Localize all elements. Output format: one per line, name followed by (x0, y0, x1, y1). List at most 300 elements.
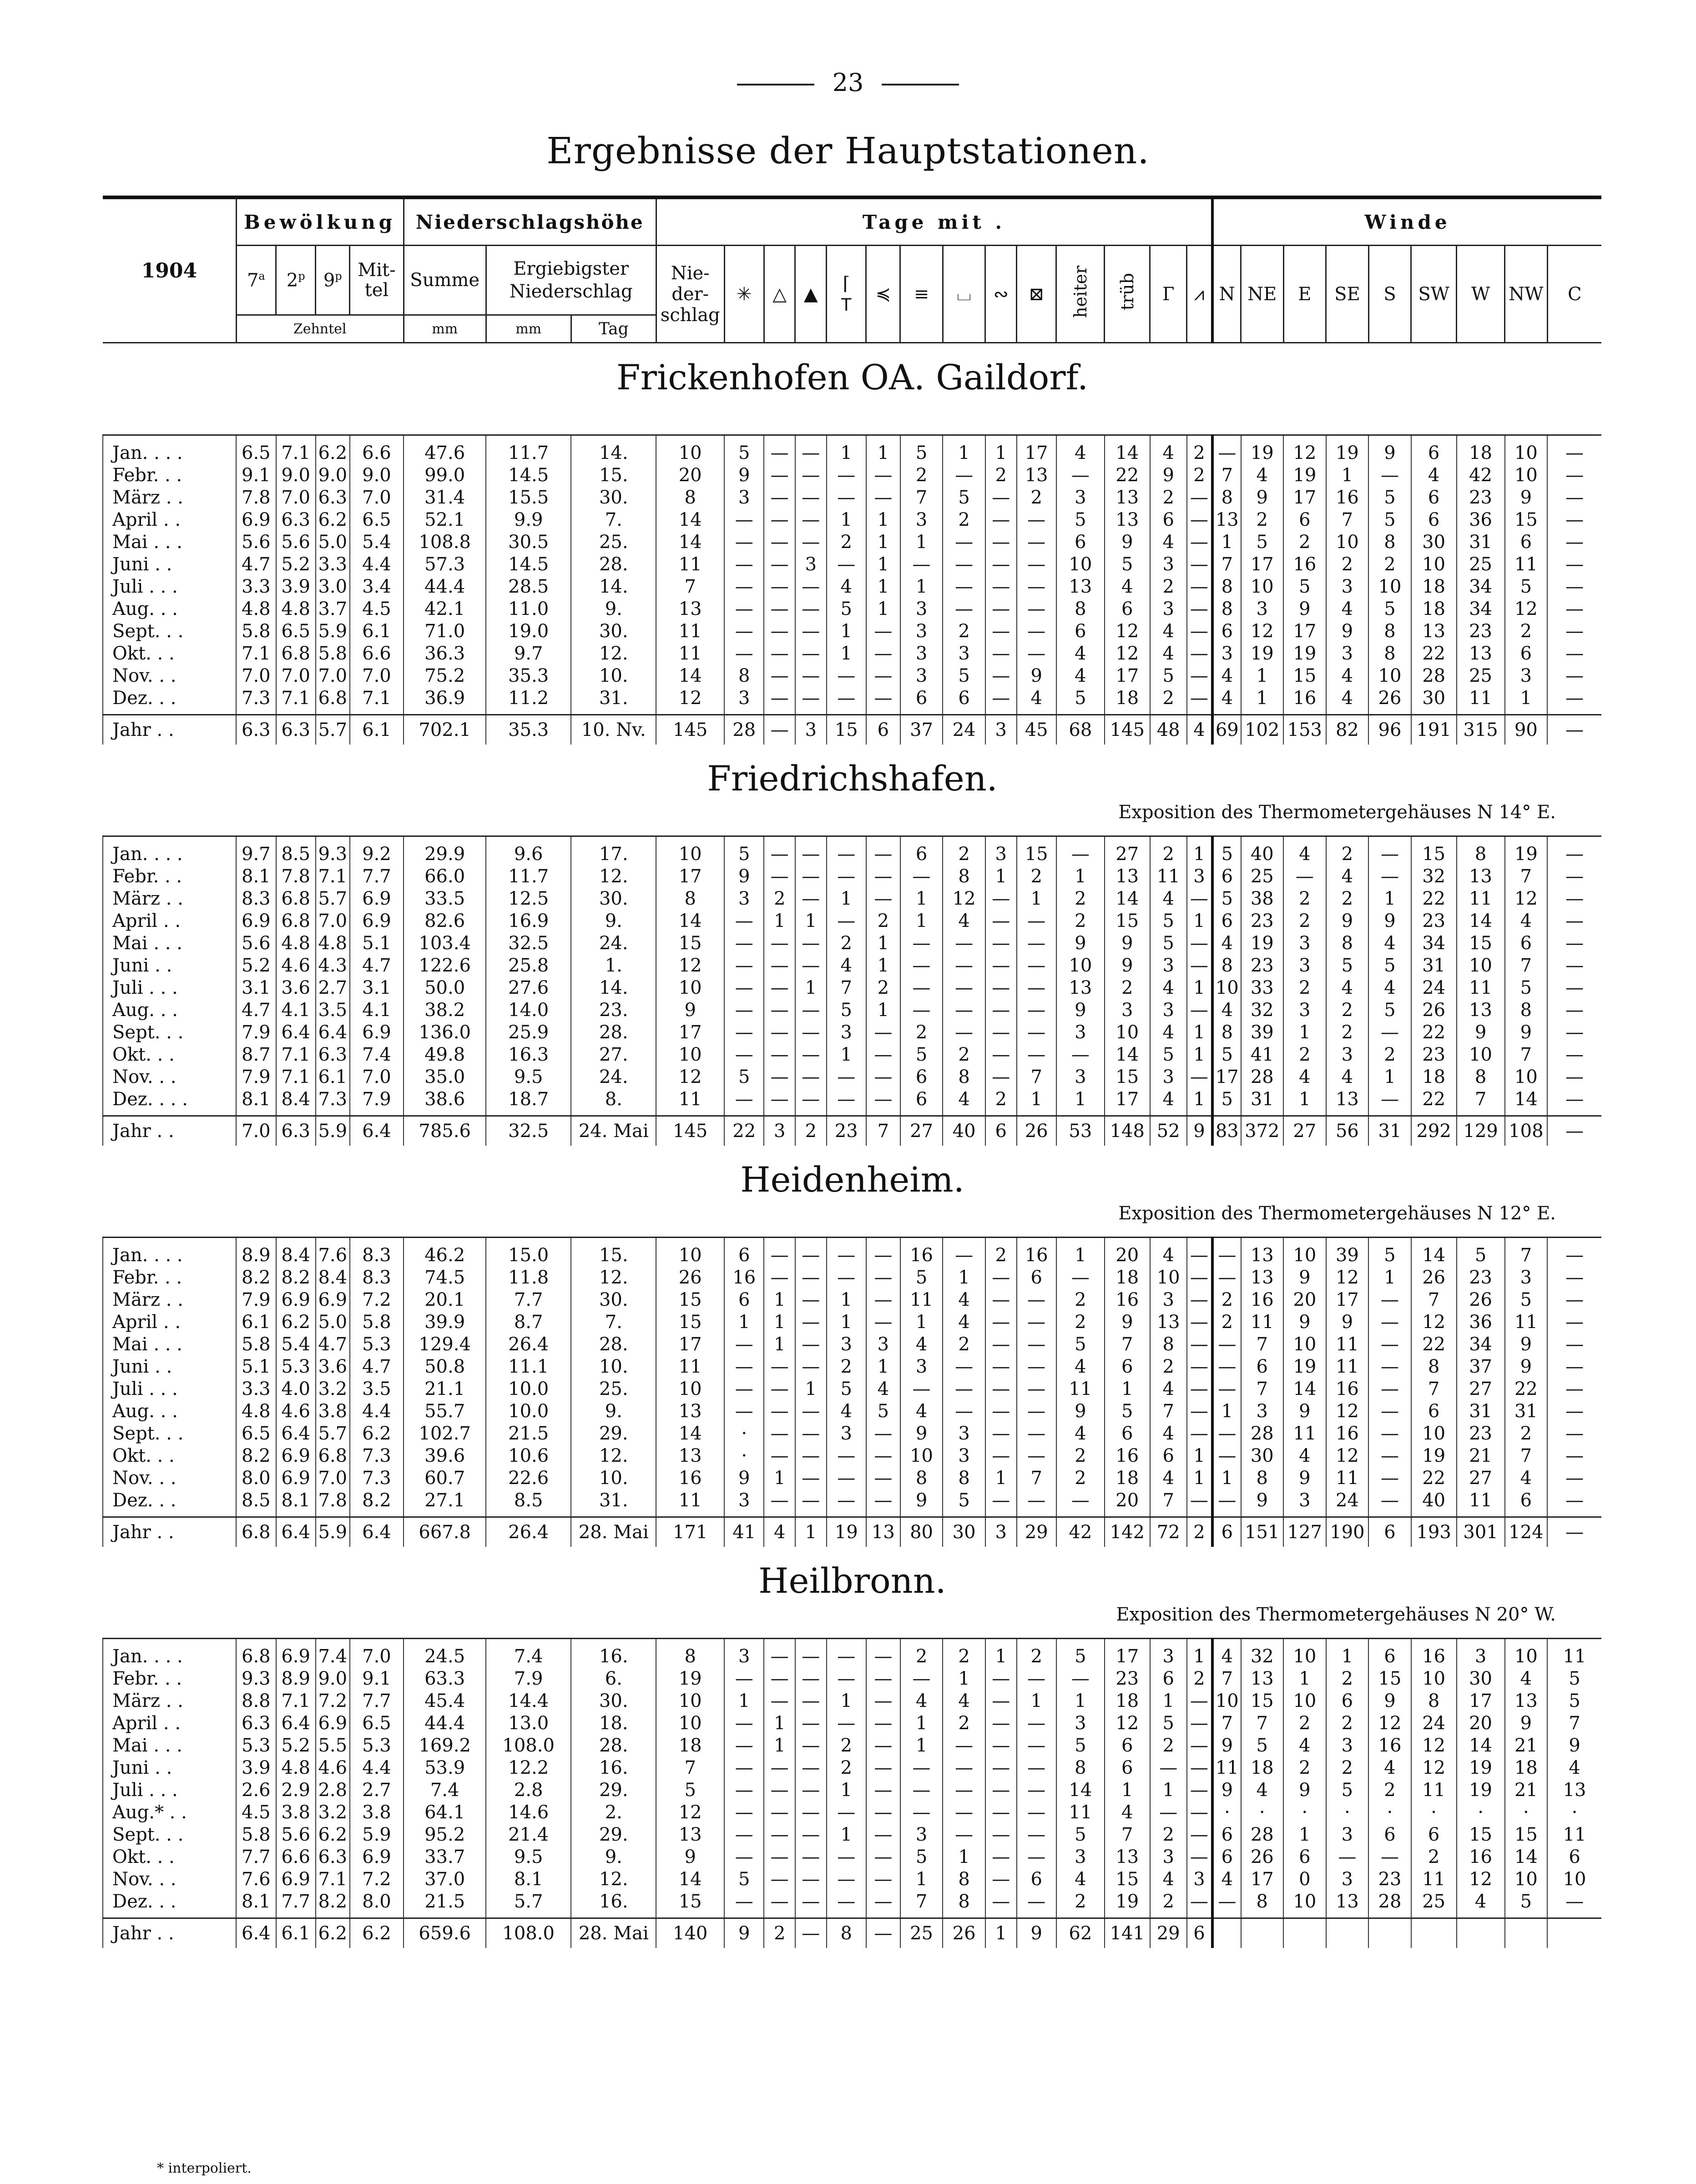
table-cell: 16 (1326, 1423, 1369, 1445)
table-cell: 11 (1411, 1779, 1457, 1802)
table-cell: 9 (724, 1467, 764, 1490)
table-cell: 14 (1283, 1378, 1326, 1400)
table-cell: 8 (1457, 1066, 1505, 1088)
table-cell: · (724, 1423, 764, 1445)
table-cell: 28.5 (486, 576, 571, 598)
table-cell: 8 (1212, 487, 1241, 509)
table-cell: 26.4 (486, 1334, 571, 1356)
table-cell: — (1547, 1445, 1601, 1467)
table-cell: 5 (1547, 1668, 1601, 1690)
table-row (103, 1735, 1601, 1757)
table-cell: 1 (1056, 1238, 1105, 1267)
table-cell: — (1187, 1757, 1212, 1779)
table-cell: 6 (1241, 1356, 1284, 1378)
table-cell: 5 (1241, 531, 1284, 554)
table-cell: — (985, 620, 1017, 643)
table-cell: 10 (1368, 576, 1411, 598)
table-cell: 103.4 (404, 932, 486, 955)
table-cell: 13 (866, 1517, 900, 1547)
table-cell: 2 (1056, 910, 1105, 932)
table-cell: 1 (1283, 1022, 1326, 1044)
table-cell: 14 (656, 531, 724, 554)
table-cell: 4 (1212, 1868, 1241, 1891)
table-cell: 64.1 (404, 1802, 486, 1824)
table-cell: — (943, 1400, 985, 1423)
table-cell: 4 (900, 1400, 943, 1423)
table-cell: — (1187, 1423, 1212, 1445)
table-cell: 2 (1017, 866, 1056, 888)
table-cell: 14. (571, 435, 656, 465)
table-cell: 17 (1326, 1289, 1369, 1311)
table-cell: 8.0 (350, 1891, 404, 1918)
table-cell: — (985, 687, 1017, 715)
table-cell: 3 (900, 1356, 943, 1378)
table-cell: 1 (1212, 1400, 1241, 1423)
table-cell: 5 (1212, 1088, 1241, 1116)
table-cell: 26 (943, 1918, 985, 1948)
table-cell: 148 (1105, 1116, 1150, 1146)
table-cell: 1 (900, 888, 943, 910)
month-label: Mai . . . (103, 932, 236, 955)
table-cell: 10. (571, 665, 656, 687)
table-cell: 3 (795, 554, 827, 576)
table-cell: 28 (1411, 665, 1457, 687)
table-cell: 18. (571, 1712, 656, 1735)
table-cell: — (827, 665, 866, 687)
table-cell: 45 (1017, 715, 1056, 745)
table-cell: — (724, 1779, 764, 1802)
table-cell: 8.3 (350, 1267, 404, 1289)
table-cell: 10 (1505, 464, 1548, 487)
table-cell: — (1547, 598, 1601, 620)
table-cell: 6 (1505, 643, 1548, 665)
table-cell: 1 (900, 910, 943, 932)
table-row (103, 1639, 1601, 1668)
table-cell: — (827, 1088, 866, 1116)
table-cell: 4 (1326, 665, 1369, 687)
table-cell: — (866, 1467, 900, 1490)
table-cell: 4.0 (276, 1378, 316, 1400)
table-cell: 1 (985, 1918, 1017, 1948)
table-cell: 4.8 (276, 932, 316, 955)
table-cell: 31 (1457, 1400, 1505, 1423)
table-cell: 6 (1187, 1918, 1212, 1948)
table-cell: · (1326, 1802, 1369, 1824)
table-cell: 4.1 (276, 999, 316, 1022)
table-cell: 5 (1056, 509, 1105, 531)
table-cell: — (1187, 1378, 1212, 1400)
table-cell: — (1368, 1467, 1411, 1490)
table-cell: — (985, 1423, 1017, 1445)
table-cell: 1 (764, 910, 795, 932)
table-cell: — (724, 1044, 764, 1066)
table-cell: 5 (724, 435, 764, 465)
table-cell: 21.5 (404, 1891, 486, 1918)
table-cell: 32 (1411, 866, 1457, 888)
table-cell: 6.1 (350, 620, 404, 643)
table-cell: — (764, 1400, 795, 1423)
table-cell: 25.8 (486, 955, 571, 977)
table-cell: 10 (1326, 531, 1369, 554)
table-cell: — (1187, 576, 1212, 598)
table-cell: — (900, 999, 943, 1022)
table-cell: 74.5 (404, 1267, 486, 1289)
table-cell: 7.0 (350, 1066, 404, 1088)
table-cell: 14. (571, 576, 656, 598)
table-cell: 7 (1017, 1467, 1056, 1490)
table-cell: 1 (795, 1378, 827, 1400)
table-cell: 16. (571, 1891, 656, 1918)
table-cell: 16. (571, 1639, 656, 1668)
table-cell: 18 (1105, 1267, 1150, 1289)
table-cell: 33.5 (404, 888, 486, 910)
table-cell: 9 (1017, 665, 1056, 687)
table-cell (1505, 1918, 1548, 1948)
table-cell: 69 (1212, 715, 1241, 745)
table-cell: 10 (1283, 1334, 1326, 1356)
table-cell: 6.6 (276, 1846, 316, 1868)
table-cell: 8.2 (236, 1267, 276, 1289)
table-cell: 3.2 (316, 1378, 350, 1400)
table-cell: 5.6 (236, 932, 276, 955)
table-cell: 1 (1187, 977, 1212, 999)
table-cell: — (1187, 1712, 1212, 1735)
table-cell: — (764, 977, 795, 999)
table-cell: 18 (1505, 1757, 1548, 1779)
table-cell: 7 (1326, 509, 1369, 531)
table-cell: — (1187, 1356, 1212, 1378)
table-cell: 11 (656, 1088, 724, 1116)
table-cell: 31.4 (404, 487, 486, 509)
table-cell: 18 (1411, 576, 1457, 598)
table-cell: — (1547, 1238, 1601, 1267)
table-cell: — (1547, 888, 1601, 910)
table-cell: — (724, 1824, 764, 1846)
table-cell: 31 (1368, 1116, 1411, 1146)
table-cell: 10 (1411, 554, 1457, 576)
table-cell: 3 (795, 715, 827, 745)
table-cell: 6.2 (316, 509, 350, 531)
table-cell: 15 (656, 1311, 724, 1334)
table-cell: 7.1 (350, 687, 404, 715)
table-cell: 3 (1150, 598, 1187, 620)
table-cell: 9 (1056, 932, 1105, 955)
table-cell: — (827, 487, 866, 509)
table-cell: 7 (1547, 1712, 1601, 1735)
table-cell: 5.7 (486, 1891, 571, 1918)
table-cell: 1 (1368, 1066, 1411, 1088)
table-cell: — (1547, 1044, 1601, 1066)
table-cell: 4 (1150, 1467, 1187, 1490)
table-cell: — (724, 1891, 764, 1918)
month-label: April . . (103, 1712, 236, 1735)
table-cell: 95.2 (404, 1824, 486, 1846)
table-cell: 12 (656, 955, 724, 977)
table-cell: — (1017, 1891, 1056, 1918)
table-cell: — (1187, 665, 1212, 687)
table-cell: 5.2 (236, 955, 276, 977)
table-cell: 30. (571, 1289, 656, 1311)
table-cell: 16 (1105, 1445, 1150, 1467)
table-cell: 15 (1283, 665, 1326, 687)
table-cell: 10. Nv. (571, 715, 656, 745)
table-cell: 24. (571, 932, 656, 955)
table-cell: 8.3 (350, 1238, 404, 1267)
table-cell: 38.2 (404, 999, 486, 1022)
table-cell: 11 (1457, 687, 1505, 715)
station-header (103, 1146, 1601, 1238)
table-cell: 39 (1241, 1022, 1284, 1044)
table-cell: 10 (1457, 955, 1505, 977)
table-cell: — (866, 836, 900, 866)
table-cell: — (866, 1311, 900, 1334)
table-cell: 5.2 (276, 1735, 316, 1757)
table-cell: 8. (571, 1088, 656, 1116)
table-cell: 1 (1105, 1779, 1150, 1802)
table-cell: 6 (1326, 1690, 1369, 1712)
table-cell: — (764, 643, 795, 665)
table-cell: — (724, 643, 764, 665)
table-cell: — (943, 598, 985, 620)
table-cell: 6. (571, 1668, 656, 1690)
table-cell: 33 (1241, 977, 1284, 999)
table-cell: 4.6 (276, 1400, 316, 1423)
table-cell: 2 (1283, 1712, 1326, 1735)
table-cell: — (795, 999, 827, 1022)
table-cell: — (724, 1668, 764, 1690)
month-label: Okt. . . (103, 1846, 236, 1868)
table-cell: 4.6 (316, 1757, 350, 1779)
table-cell: 66.0 (404, 866, 486, 888)
table-cell: 5 (1056, 687, 1105, 715)
table-cell: · (1547, 1802, 1601, 1824)
table-cell: 9.0 (350, 464, 404, 487)
table-cell: 4 (943, 1088, 985, 1116)
table-cell: 9 (656, 1846, 724, 1868)
table-cell: — (1547, 1311, 1601, 1334)
table-cell: 6.9 (236, 910, 276, 932)
table-cell: — (795, 1022, 827, 1044)
table-cell: 7.1 (316, 1868, 350, 1891)
table-cell: 4 (1150, 435, 1187, 465)
table-cell: 16 (1411, 1639, 1457, 1668)
table-cell: 2 (866, 910, 900, 932)
col-wind-n: N (1212, 246, 1241, 343)
table-cell: — (764, 955, 795, 977)
table-cell: 23 (1368, 1868, 1411, 1891)
table-cell: 6.2 (316, 1918, 350, 1948)
table-cell: 45.4 (404, 1690, 486, 1712)
unit-tag: Tag (571, 315, 656, 343)
table-cell: 6.6 (350, 435, 404, 465)
table-cell: 7.0 (276, 665, 316, 687)
snow-icon: ✳ (724, 246, 764, 343)
month-label: Juni . . (103, 1356, 236, 1378)
table-row (103, 1044, 1601, 1066)
table-cell: 7.1 (236, 643, 276, 665)
table-cell: 14.5 (486, 554, 571, 576)
table-cell: 47.6 (404, 435, 486, 465)
table-cell: 1 (1326, 1639, 1369, 1668)
month-label: Aug. . . (103, 999, 236, 1022)
table-cell: 2 (1326, 1668, 1369, 1690)
table-cell: 5.8 (316, 643, 350, 665)
table-cell: 4 (827, 1400, 866, 1423)
table-cell: 2 (1326, 888, 1369, 910)
table-cell: 19 (1241, 932, 1284, 955)
table-cell: 10. (571, 1356, 656, 1378)
table-cell: 8.7 (236, 1044, 276, 1066)
table-cell: 108 (1505, 1116, 1548, 1146)
table-cell: 4 (1056, 1356, 1105, 1378)
table-cell: 12 (1326, 1267, 1369, 1289)
table-cell: — (724, 620, 764, 643)
month-label: Okt. . . (103, 643, 236, 665)
table-cell: 9 (1505, 487, 1548, 509)
table-cell: — (866, 1490, 900, 1517)
table-cell: — (795, 888, 827, 910)
table-cell: 3 (1187, 1868, 1212, 1891)
table-cell: 20 (1457, 1712, 1505, 1735)
table-cell: 1 (1056, 1088, 1105, 1116)
table-cell: — (795, 687, 827, 715)
table-cell: — (1187, 1824, 1212, 1846)
table-cell: 14.4 (486, 1690, 571, 1712)
table-cell: 3.8 (316, 1400, 350, 1423)
table-cell: 3 (1150, 955, 1187, 977)
table-cell: 13 (1105, 509, 1150, 531)
table-cell: 1 (1187, 1445, 1212, 1467)
table-cell: 2 (1150, 1356, 1187, 1378)
table-cell: — (827, 1868, 866, 1891)
table-cell: 11 (1457, 977, 1505, 999)
table-cell: 2.7 (316, 977, 350, 999)
station-name: Frickenhofen OA. Gaildorf. (616, 357, 1089, 398)
table-cell: 6.8 (276, 888, 316, 910)
table-cell: — (795, 1289, 827, 1311)
table-cell: 122.6 (404, 955, 486, 977)
table-cell: 26 (656, 1267, 724, 1289)
table-cell: — (1368, 1356, 1411, 1378)
table-cell: — (1056, 1668, 1105, 1690)
station-name: Heilbronn. (758, 1560, 946, 1601)
station-name: Heidenheim. (740, 1159, 964, 1200)
table-cell: — (985, 1334, 1017, 1356)
table-cell: 6 (1411, 487, 1457, 509)
table-cell: 6.3 (236, 1712, 276, 1735)
table-cell: 8 (656, 487, 724, 509)
table-cell: — (724, 1712, 764, 1735)
table-cell: 3 (1150, 554, 1187, 576)
table-cell: 4 (1187, 715, 1212, 745)
table-cell: 3 (1326, 1044, 1369, 1066)
table-cell: 8 (724, 665, 764, 687)
table-cell: 11 (1056, 1802, 1105, 1824)
table-cell: — (943, 554, 985, 576)
table-cell: 11 (1547, 1824, 1601, 1846)
table-cell: 4.5 (236, 1802, 276, 1824)
table-cell: 10 (1505, 1639, 1548, 1668)
table-cell: 8.5 (486, 1490, 571, 1517)
table-cell: 2 (985, 1238, 1017, 1267)
table-cell: 6 (724, 1238, 764, 1267)
table-cell: — (1187, 598, 1212, 620)
table-cell: 25.9 (486, 1022, 571, 1044)
table-cell: 21.5 (486, 1423, 571, 1445)
table-cell: 18 (1411, 1066, 1457, 1088)
table-cell: 6.9 (276, 1467, 316, 1490)
table-row (103, 1238, 1601, 1267)
table-cell: 14 (1505, 1846, 1548, 1868)
table-cell: 3 (724, 888, 764, 910)
table-cell: 191 (1411, 715, 1457, 745)
table-cell: 6.4 (236, 1918, 276, 1948)
table-cell: 19 (1283, 1356, 1326, 1378)
table-cell: 3 (1283, 932, 1326, 955)
table-cell: 9 (656, 999, 724, 1022)
table-cell: 4 (1283, 1066, 1326, 1088)
table-cell: 3 (1150, 1066, 1187, 1088)
table-cell: 20 (1105, 1490, 1150, 1517)
table-cell: 4 (1212, 665, 1241, 687)
table-cell: 16 (656, 1467, 724, 1490)
table-cell: 12 (1326, 1400, 1369, 1423)
month-label: April . . (103, 509, 236, 531)
table-cell: — (724, 509, 764, 531)
table-cell: 3 (1326, 576, 1369, 598)
table-cell: 7 (1505, 1445, 1548, 1467)
table-cell: 96 (1368, 715, 1411, 745)
table-cell: 12 (1105, 1712, 1150, 1735)
table-cell: 18 (1457, 435, 1505, 465)
table-cell: 4 (1241, 1779, 1284, 1802)
table-cell: — (1017, 1490, 1056, 1517)
table-cell: — (827, 1846, 866, 1868)
table-cell: — (1368, 1022, 1411, 1044)
table-cell: 6.2 (276, 1311, 316, 1334)
table-cell: 6 (1056, 620, 1105, 643)
table-cell: — (827, 1467, 866, 1490)
month-label: April . . (103, 910, 236, 932)
table-cell: 31 (1457, 531, 1505, 554)
table-row (103, 1088, 1601, 1116)
table-cell: 3 (900, 509, 943, 531)
table-cell: — (1212, 1356, 1241, 1378)
table-cell: 129.4 (404, 1334, 486, 1356)
table-cell: — (1017, 932, 1056, 955)
table-cell: 1 (827, 1044, 866, 1066)
table-cell: 42.1 (404, 598, 486, 620)
table-cell: — (827, 1490, 866, 1517)
table-cell: 28. (571, 554, 656, 576)
table-cell: 1 (1187, 836, 1212, 866)
table-cell: 9 (1283, 1267, 1326, 1289)
table-cell: 4 (1505, 910, 1548, 932)
table-cell: 151 (1241, 1517, 1284, 1547)
table-cell: — (1547, 977, 1601, 999)
table-cell: 13 (1212, 509, 1241, 531)
table-cell: 7 (1411, 1289, 1457, 1311)
table-cell: 15 (1017, 836, 1056, 866)
table-cell: 2.8 (316, 1779, 350, 1802)
table-row (103, 1423, 1601, 1445)
table-cell: 7 (1241, 1334, 1284, 1356)
table-cell: 1 (1212, 531, 1241, 554)
table-cell: 145 (656, 1116, 724, 1146)
table-cell: — (795, 866, 827, 888)
table-cell: 11 (1283, 1423, 1326, 1445)
table-cell: 2 (1411, 1846, 1457, 1868)
